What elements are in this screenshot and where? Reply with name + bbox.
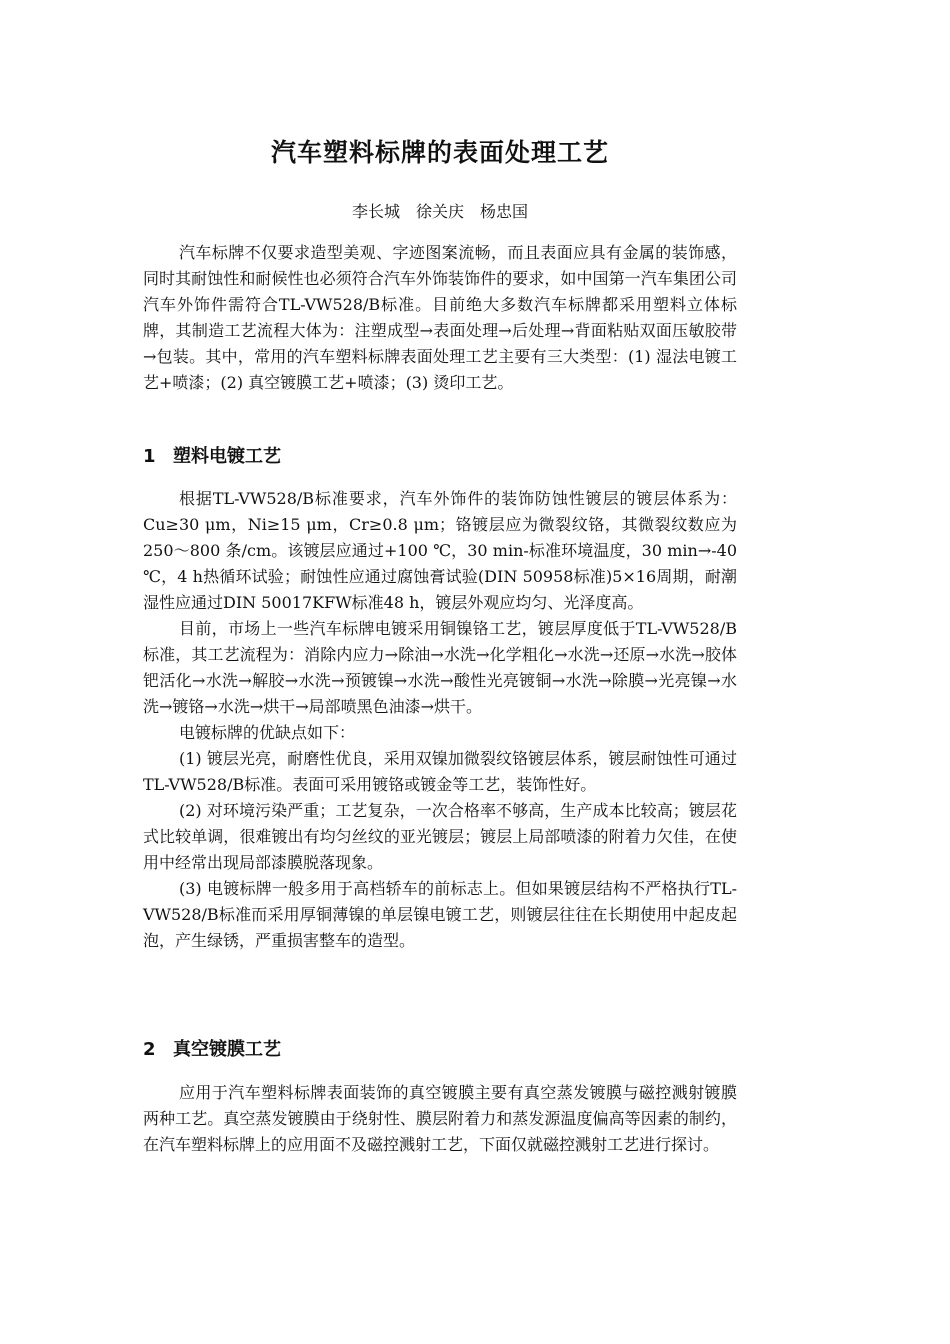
section-1-number: 1 (143, 446, 156, 467)
section-1-list-item: (1) 镀层光亮，耐磨性优良，采用双镍加微裂纹铬镀层体系，镀层耐蚀性可通过TL-VW528/B标准。表面可采用镀铬或镀金等工艺，装饰性好。 (143, 749, 737, 794)
intro-section (143, 240, 737, 396)
section-1-body (143, 486, 737, 954)
section-1-list-item: (3) 电镀标牌一般多用于高档轿车的前标志上。但如果镀层结构不严格执行TL-VW528/B标准而采用厚铜薄镍的单层镍电镀工艺，则镀层往往在长期使用中起皮起泡，产生绿锈，严重损害整车的造型。 (143, 879, 737, 950)
section-2-heading (143, 1035, 281, 1061)
section-1-heading (143, 442, 281, 468)
page-title: 汽车塑料标牌的表面处理工艺 (270, 138, 609, 167)
section-2-title: 真空镀膜工艺 (173, 1039, 281, 1060)
section-1-paragraph: 根据TL-VW528/B标准要求，汽车外饰件的装饰防蚀性镀层的镀层体系为：Cu≥30 μm，Ni≥15 μm，Cr≥0.8 μm；铬镀层应为微裂纹铬，其微裂纹数应为250～800 条/cm。该镀层应通过+100 ℃，30 min-标准环境温度，30 min→-40 ℃，4 h热循环试验；耐蚀性应通过腐蚀膏试验(DIN 50958标准)5×16周期，耐潮湿性应通过DIN 50017KFW标准48 h，镀层外观应均匀、光泽度高。 (143, 489, 737, 612)
section-2-paragraph: 应用于汽车塑料标牌表面装饰的真空镀膜主要有真空蒸发镀膜与磁控溅射镀膜两种工艺。真空蒸发镀膜由于绕射性、膜层附着力和蒸发源温度偏高等因素的制约，在汽车塑料标牌上的应用面不及磁控溅射工艺，下面仅就磁控溅射工艺进行探讨。 (143, 1083, 737, 1154)
intro-paragraph: 汽车标牌不仅要求造型美观、字迹图案流畅，而且表面应具有金属的装饰感，同时其耐蚀性和耐候性也必须符合汽车外饰装饰件的要求，如中国第一汽车集团公司汽车外饰件需符合TL-VW528/B标准。目前绝大多数汽车标牌都采用塑料立体标牌，其制造工艺流程大体为：注塑成型→表面处理→后处理→背面粘贴双面压敏胶带→包装。其中，常用的汽车塑料标牌表面处理工艺主要有三大类型：(1) 湿法电镀工艺+喷漆；(2) 真空镀膜工艺+喷漆；(3) 烫印工艺。 (143, 243, 737, 392)
author-list: 李长城 徐关庆 杨忠国 (351, 202, 528, 221)
section-2-number: 2 (143, 1039, 156, 1060)
section-2-body (143, 1080, 737, 1158)
section-1-paragraph: 电镀标牌的优缺点如下： (179, 723, 356, 742)
section-1-paragraph: 目前，市场上一些汽车标牌电镀采用铜镍铬工艺，镀层厚度低于TL-VW528/B标准，其工艺流程为：消除内应力→除油→水洗→化学粗化→水洗→还原→水洗→胶体钯活化→水洗→解胶→水洗→预镀镍→水洗→酸性光亮镀铜→水洗→除膜→光亮镍→水洗→镀铬→水洗→烘干→局部喷黑色油漆→烘干。 (143, 619, 737, 716)
section-1-list-item: (2) 对环境污染严重；工艺复杂，一次合格率不够高，生产成本比较高；镀层花式比较单调，很难镀出有均匀丝纹的亚光镀层；镀层上局部喷漆的附着力欠佳，在使用中经常出现局部漆膜脱落现象。 (143, 801, 737, 872)
section-1-title: 塑料电镀工艺 (173, 446, 281, 467)
